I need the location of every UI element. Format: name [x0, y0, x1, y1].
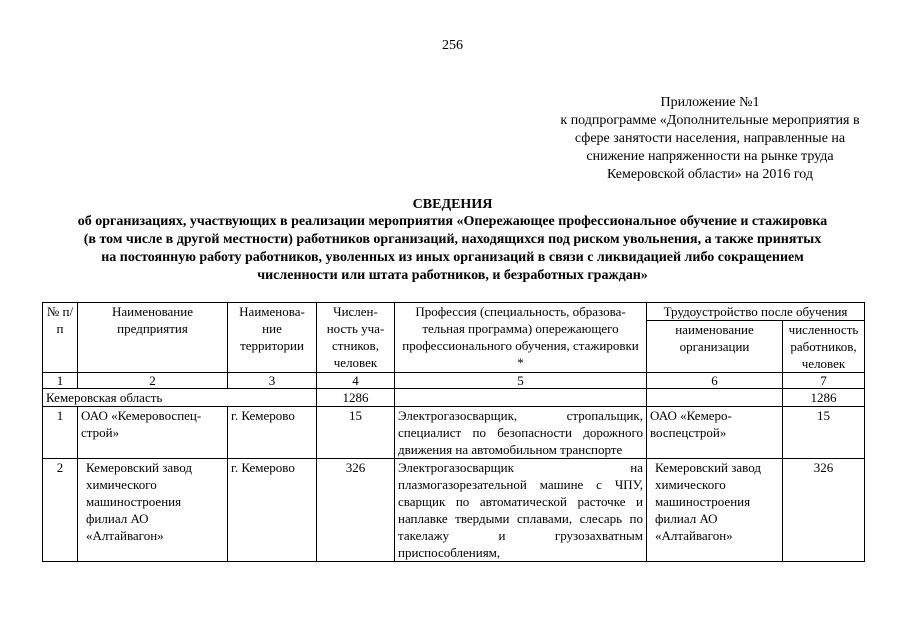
row-enterprise: Кемеровский завод химического машиностроения филиал АО «Алтайвагон» [78, 459, 228, 562]
column-number: 4 [317, 373, 395, 389]
header-org-count: численность работников, человек [783, 321, 865, 373]
table-row [43, 407, 865, 459]
appendix-line: к подпрограмме «Дополнительные мероприятия в [560, 113, 860, 128]
row-num: 1 [43, 407, 78, 459]
row-org-name: Кемеровский завод химического машиностроения филиал АО «Алтайвагон» [647, 459, 783, 562]
appendix-line: сфере занятости населения, направленные на [574, 131, 846, 146]
region-row [43, 389, 865, 407]
row-enterprise: ОАО «Кемеровоспец-строй» [78, 407, 228, 459]
row-org-count: 15 [783, 407, 865, 459]
header-org-name: наименование организации [647, 321, 783, 373]
row-territory: г. Кемерово [228, 459, 317, 562]
row-profession: Электрогазосварщик, стропальщик, специалист по безопасности дорожного движения на автомобильном транспорте [395, 407, 647, 459]
column-numbers-row [43, 373, 865, 389]
row-org-name: ОАО «Кемеро-воспецстрой» [647, 407, 783, 459]
table-row [43, 459, 865, 562]
subtitle-line: численности или штата работников, и безработных граждан» [257, 268, 648, 283]
row-count: 15 [317, 407, 395, 459]
column-number: 1 [43, 373, 78, 389]
appendix-line: Приложение №1 [660, 95, 760, 110]
header-profession: Профессия (специальность, образова-тельная программа) опережающего профессионального обучения, стажировки * [395, 303, 647, 373]
header-employment: Трудоустройство после обучения [647, 303, 865, 321]
column-number: 7 [783, 373, 865, 389]
row-count: 326 [317, 459, 395, 562]
page-number: 256 [442, 38, 463, 53]
region-name: Кемеровская область [43, 389, 317, 407]
region-count: 1286 [317, 389, 395, 407]
column-number: 3 [228, 373, 317, 389]
header-count: Числен-ность уча-стников, человек [317, 303, 395, 373]
subtitle-line: (в том числе в другой местности) работников организаций, находящихся под риском увольнения, а также принятых [83, 232, 822, 247]
column-number: 2 [78, 373, 228, 389]
subtitle-line: об организациях, участвующих в реализации мероприятия «Опережающее профессиональное обучение и стажировка [77, 214, 828, 229]
appendix-line: снижение напряженности на рынке труда [586, 149, 834, 164]
column-number: 5 [395, 373, 647, 389]
document-title: СВЕДЕНИЯ [412, 197, 493, 212]
document-subtitle [20, 213, 885, 285]
header-enterprise: Наименование предприятия [78, 303, 228, 373]
appendix-line: Кемеровской области» на 2016 год [606, 167, 814, 182]
row-territory: г. Кемерово [228, 407, 317, 459]
region-org-empty [647, 389, 783, 407]
row-org-count: 326 [783, 459, 865, 562]
appendix-note [520, 94, 900, 184]
column-number: 6 [647, 373, 783, 389]
header-num: № п/п [43, 303, 78, 373]
organizations-table [42, 302, 865, 562]
region-employed: 1286 [783, 389, 865, 407]
header-territory: Наименова-ние территории [228, 303, 317, 373]
subtitle-line: на постоянную работу работников, уволенных из иных организаций в связи с ликвидацией либо сокращением [101, 250, 804, 265]
table-header-row [43, 303, 865, 321]
region-profession-empty [395, 389, 647, 407]
row-profession: Электрогазосварщик на плазмогазорезательной машине с ЧПУ, сварщик по автоматической расточке и наплавке твердыми сплавами, слесарь по такелажу и грузозахватным приспособлениям, [395, 459, 647, 562]
row-num: 2 [43, 459, 78, 562]
